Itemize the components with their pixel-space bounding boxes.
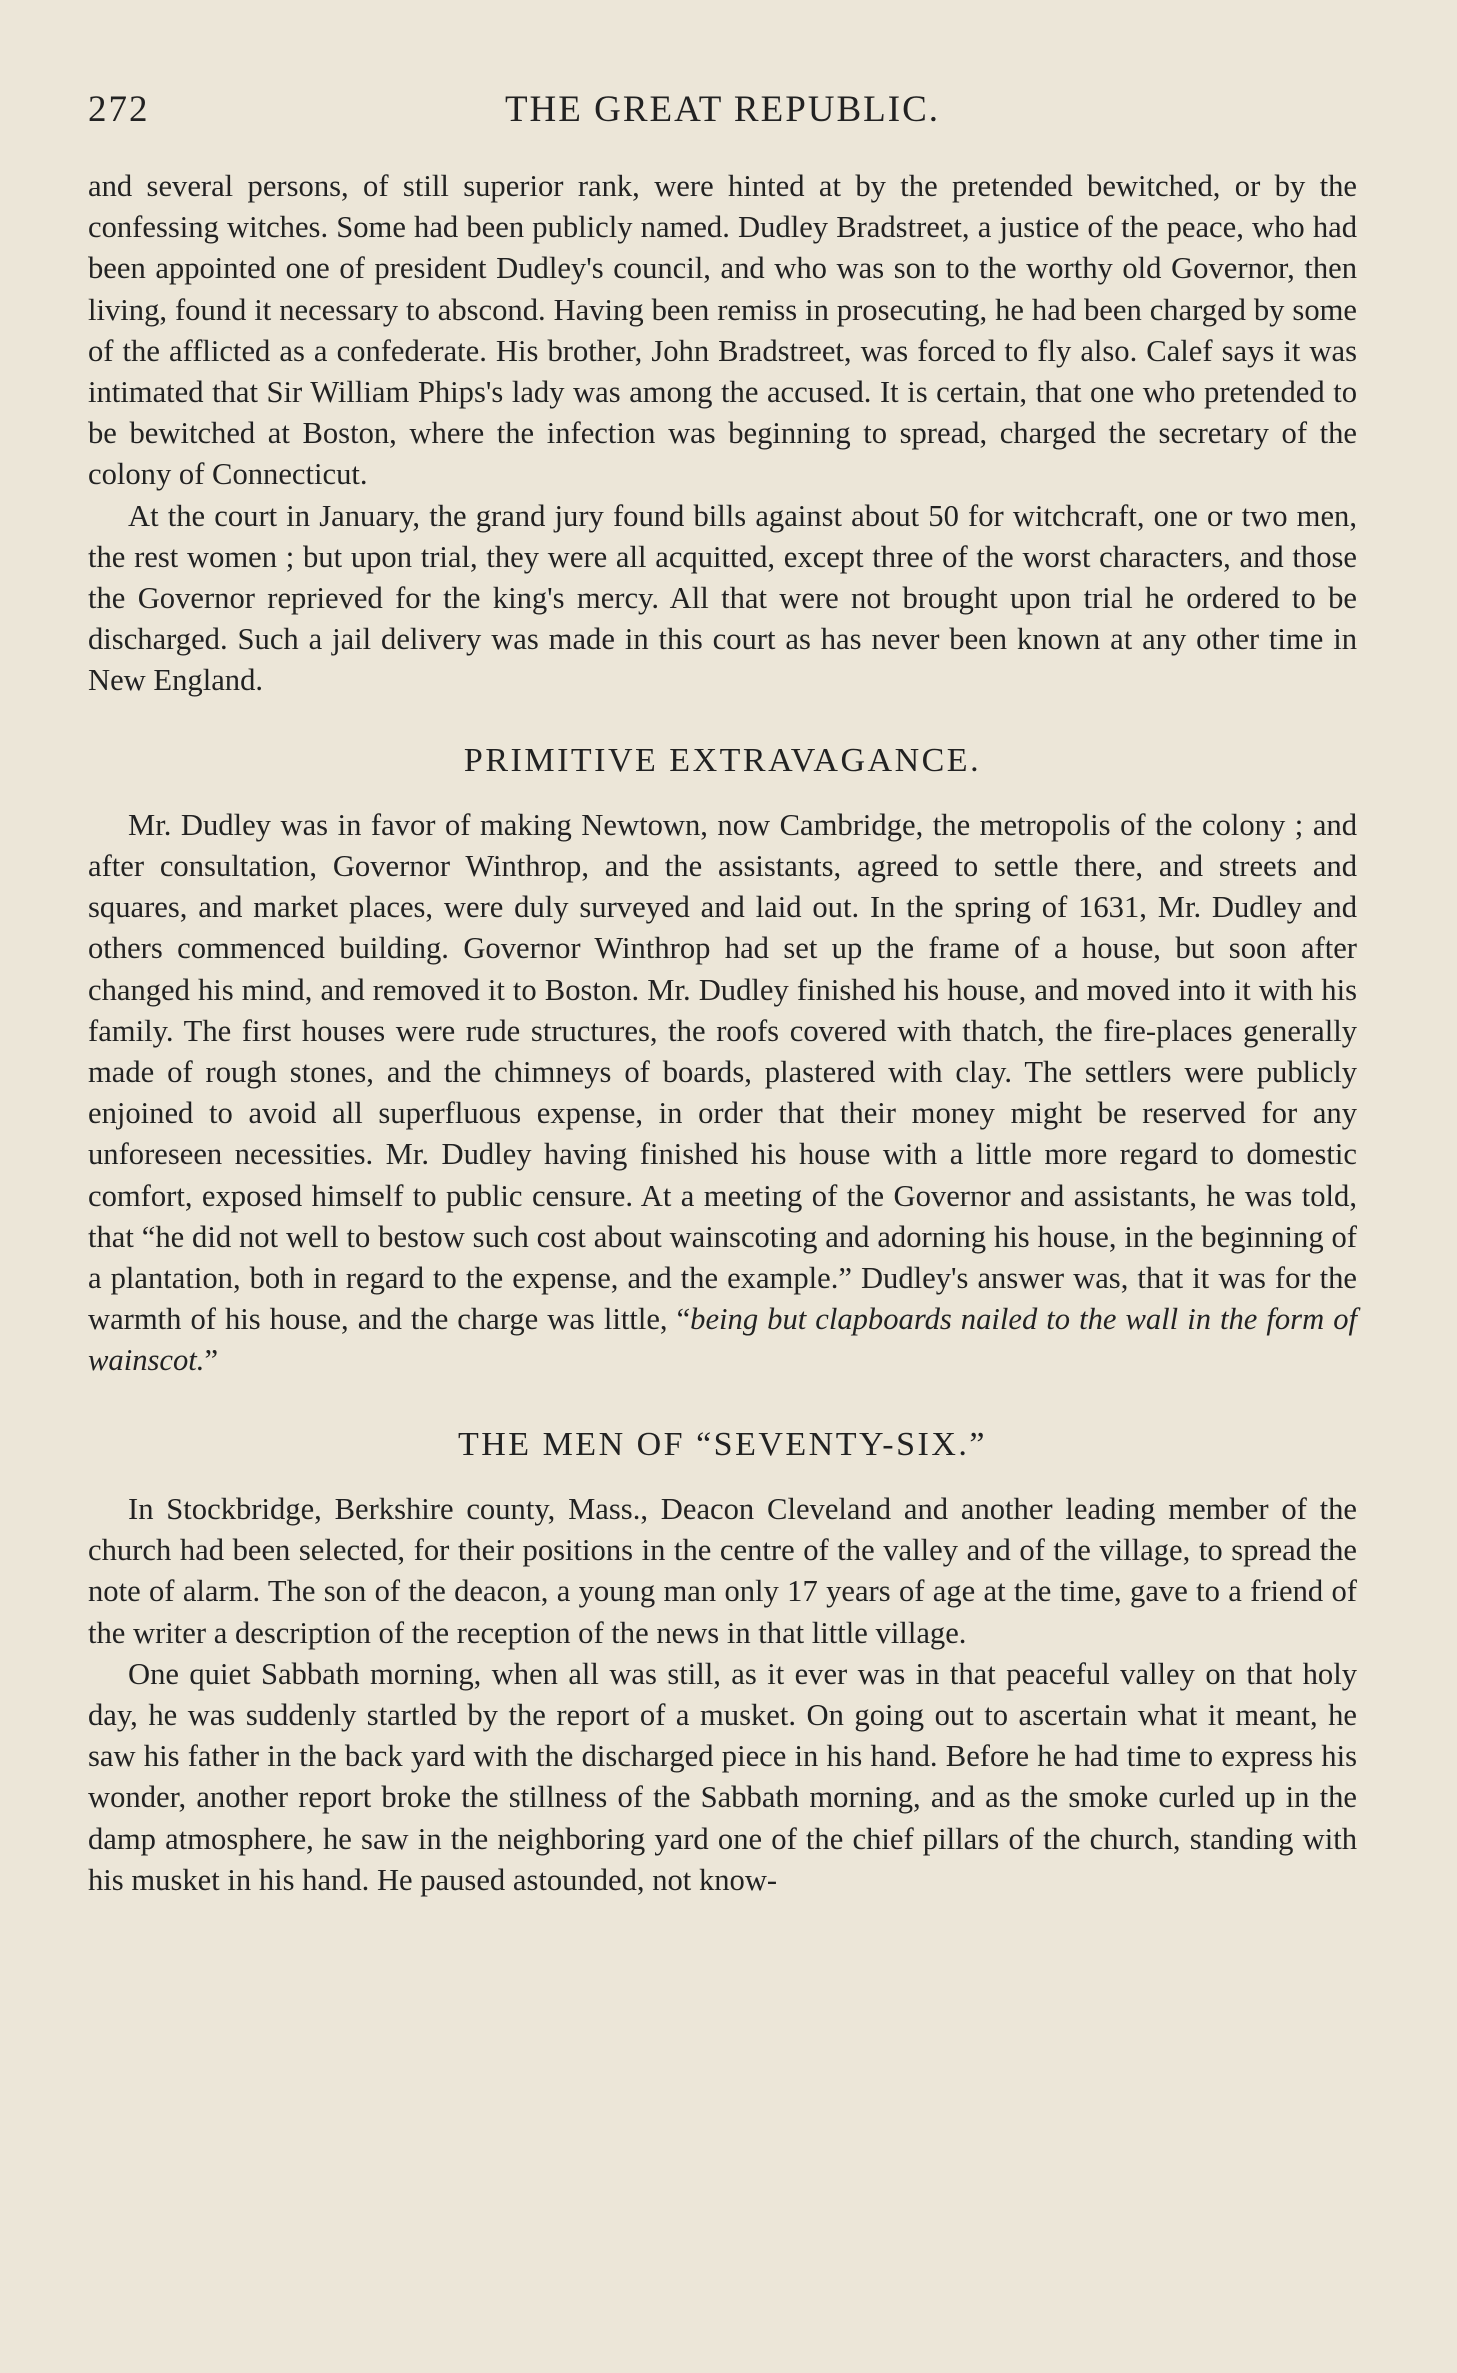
section-title-men-of-seventy-six: THE MEN OF “SEVENTY-SIX.”: [457, 1425, 987, 1463]
body-text: [88, 166, 1357, 1901]
paragraph-primitive-extravagance: [88, 805, 1357, 1382]
paragraph-text: Mr. Dudley was in favor of making Newtown, now Cambridge, the metropolis of the colony ; and after consultation, Governor Winthrop, and the assistants, agreed to settle there, and streets and squares, and market places, were duly surveyed and laid out. In the spring of 1631, Mr. Dudley and others commenced building. Governor Winthrop had set up the frame of a house, but soon after changed his mind, and removed it to Boston. Mr. Dudley finished his house, and moved into it with his family. The first houses were rude structures, the roofs covered with thatch, the fire-places generally made of rough stones, and the chimneys of boards, plastered with clay. The settlers were publicly enjoined to avoid all superfluous expense, in order that their money might be reserved for any unforeseen necessities. Mr. Dudley having finished his house with a little more regard to domestic comfort, exposed himself to public censure. At a meeting of the Governor and assistants, he was told, that “he did not well to bestow such cost about wainscoting and adorning his house, in the beginning of a plantation, both in regard to the expense, and the example.” Dudley's answer was, that it was for the warmth of his house, and the charge was little, “: [88, 807, 1357, 1337]
paragraph-sabbath-morning: One quiet Sabbath morning, when all was still, as it ever was in that peaceful valley on that holy day, he was suddenly startled by the report of a musket. On going out to ascertain what it meant, he saw his father in the back yard with the discharged piece in his hand. Before he had time to express his wonder, another report broke the stillness of the Sabbath morning, and as the smoke curled up in the damp atmosphere, he saw in the neighboring yard one of the chief pillars of the church, standing with his musket in his hand. He paused astounded, not know-: [88, 1656, 1357, 1897]
closing-quote: ”: [204, 1343, 219, 1378]
paragraph-continued: and several persons, of still superior rank, were hinted at by the pretended bewitched, or by the confessing witches. Some had been publicly named. Dudley Bradstreet, a justice of the peace, who had been appointed one of president Dudley's council, and who was son to the worthy old Governor, then living, found it necessary to abscond. Having been remiss in prosecuting, he had been charged by some of the afflicted as a confederate. His brother, John Bradstreet, was forced to fly also. Calef says it was intimated that Sir William Phips's lady was among the accused. It is certain, that one who pretended to be bewitched at Boston, where the infection was beginning to spread, charged the secretary of the colony of Connecticut.: [88, 169, 1357, 492]
section-title-primitive-extravagance: PRIMITIVE EXTRAVAGANCE.: [463, 741, 982, 779]
running-head: [88, 88, 1357, 138]
page-number: 272: [88, 89, 150, 130]
italic-quote: being but clapboards nailed to the wall in the form of wainscot.: [88, 1302, 1357, 1378]
running-title: THE GREAT REPUBLIC.: [504, 89, 941, 130]
paragraph-stockbridge: In Stockbridge, Berkshire county, Mass., Deacon Cleveland and another leading member of the church had been selected, for their positions in the centre of the valley and of the village, to spread the note of alarm. The son of the deacon, a young man only 17 years of age at the time, gave to a friend of the writer a description of the reception of the news in that little village.: [88, 1491, 1357, 1650]
paragraph-court-january: At the court in January, the grand jury found bills against about 50 for witchcraft, one or two men, the rest women ; but upon trial, they were all acquitted, except three of the worst characters, and those the Governor reprieved for the king's mercy. All that were not brought upon trial he ordered to be discharged. Such a jail delivery was made in this court as has never been known at any other time in New England.: [88, 498, 1357, 698]
